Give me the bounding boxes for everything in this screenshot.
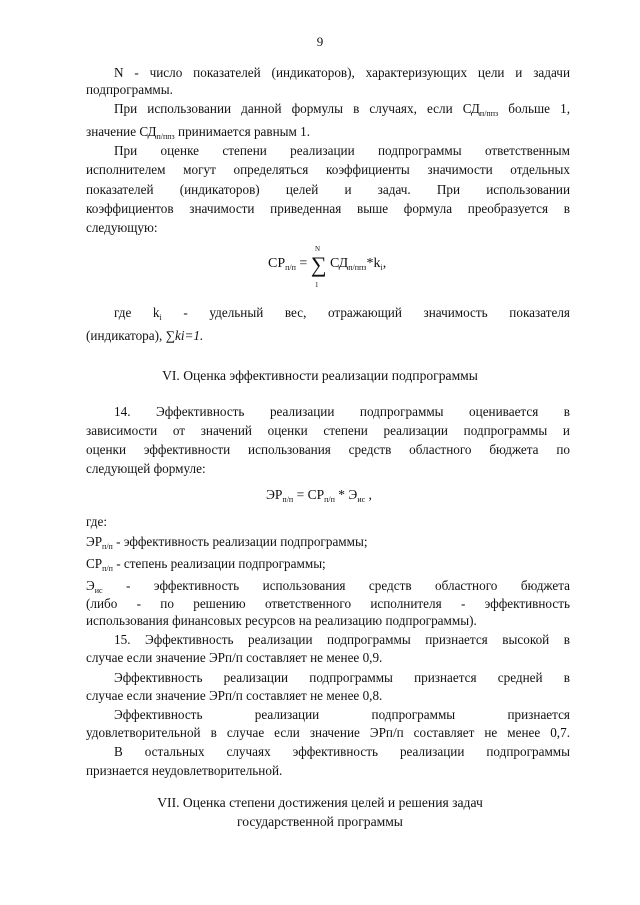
- paragraph-line: следующей формуле:: [86, 461, 206, 476]
- paragraph-line: N - число показателей (индикаторов), характеризующих цели и задачи: [114, 65, 570, 80]
- paragraph-line: Эффективность реализации подпрограммы признается: [114, 707, 570, 722]
- paragraph-line: (индикатора), ∑ki=1.: [86, 328, 204, 343]
- page-number: 9: [316, 34, 324, 49]
- formula-weighted-implementation: $СР_{п/п}$ = ∑ $СД_{п/ппз}*k_i$,: [268, 252, 387, 277]
- definition-line: $ЭР_{п/п}$ - эффективность реализации подпрограммы;: [86, 534, 368, 551]
- sum-formula: ∑ki=1.: [165, 328, 204, 343]
- paragraph-line: признается неудовлетворительной.: [86, 763, 283, 778]
- paragraph-line: следующую:: [86, 220, 158, 235]
- paragraph-line: где $k_i$ - удельный вес, отражающий значимость показателя: [114, 305, 570, 322]
- section-heading-vii: VII. Оценка степени достижения целей и решения задач: [157, 795, 483, 810]
- paragraph-line: исполнителем могут определяться коэффициенты значимости отдельных: [86, 162, 570, 177]
- paragraph-line: показателей (индикаторов) целей и задач. При использовании: [86, 182, 570, 197]
- paragraph-line: оценки эффективности использования средств областного бюджета по: [86, 442, 570, 457]
- paragraph-line: 14. Эффективность реализации подпрограммы оценивается в: [114, 404, 570, 419]
- paragraph-line: где:: [86, 514, 107, 529]
- paragraph-line: значение $СД_{п/ппз}$ принимается равным 1.: [86, 124, 311, 141]
- paragraph-line: коэффициентов значимости приведенная выше формула преобразуется в: [86, 201, 570, 216]
- paragraph-line: случае если значение ЭРп/п составляет не менее 0,8.: [86, 688, 383, 703]
- paragraph-line: При оценке степени реализации подпрограммы ответственным: [114, 143, 570, 158]
- section-heading-vii-line2: государственной программы: [237, 814, 403, 829]
- sigma-symbol: ∑: [310, 252, 327, 277]
- formula-efficiency: $ЭР_{п/п} = СР_{п/п} * Э_{ис}$ ,: [266, 487, 372, 504]
- paragraph-line: случае если значение ЭРп/п составляет не менее 0,9.: [86, 650, 383, 665]
- paragraph-line: зависимости от значений оценки степени реализации подпрограммы и: [86, 423, 570, 438]
- definition-line: $СР_{п/п}$ - степень реализации подпрограммы;: [86, 556, 326, 573]
- sum-lower-limit: 1: [315, 281, 319, 289]
- section-heading-vi: VI. Оценка эффективности реализации подпрограммы: [162, 368, 478, 383]
- paragraph-line: При использовании данной формулы в случаях, если $СД_{п/ппз}$ больше 1,: [114, 101, 570, 118]
- sum-upper-limit: N: [315, 245, 321, 253]
- paragraph-line: использования финансовых ресурсов на реализацию подпрограммы).: [86, 613, 477, 628]
- paragraph-line: (либо - по решению ответственного исполнителя - эффективность: [86, 596, 570, 611]
- paragraph-line: Эффективность реализации подпрограммы признается средней в: [114, 670, 570, 685]
- paragraph-line: подпрограммы.: [86, 82, 173, 97]
- definition-line: $Э_{ис}$ - эффективность использования средств областного бюджета: [86, 578, 570, 595]
- paragraph-line: В остальных случаях эффективность реализации подпрограммы: [114, 744, 570, 759]
- paragraph-line: удовлетворительной в случае если значение ЭРп/п составляет не менее 0,7.: [86, 725, 570, 740]
- paragraph-line: 15. Эффективность реализации подпрограммы признается высокой в: [114, 632, 570, 647]
